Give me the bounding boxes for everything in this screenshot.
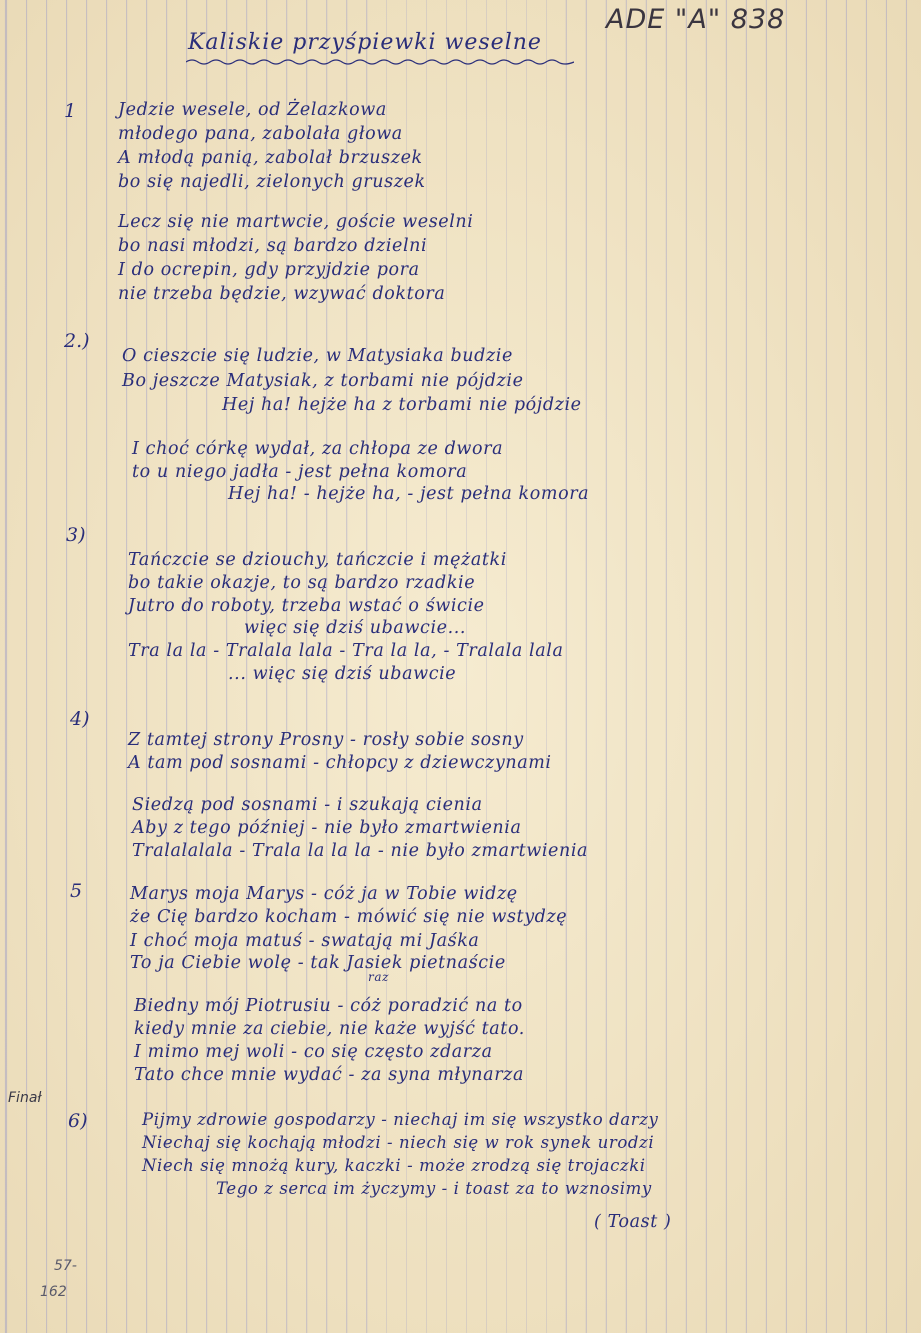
verse-line: Z tamtej strony Prosny - rosły sobie sosny bbox=[128, 730, 524, 750]
title-wavy-underline bbox=[186, 58, 574, 66]
verse-line: Hej ha! hejże ha z torbami nie pójdzie bbox=[222, 395, 582, 415]
verse-line: Siedzą pod sosnami - i szukają cienia bbox=[132, 795, 483, 815]
correction-note: raz bbox=[368, 970, 390, 984]
stanza-number: 4) bbox=[70, 708, 90, 730]
verse-line: Jedzie wesele, od Żelazkowa bbox=[118, 100, 387, 120]
verse-line: I mimo mej woli - co się często zdarza bbox=[134, 1042, 493, 1062]
page-note: 162 bbox=[40, 1284, 67, 1300]
verse-line: bo się najedli, zielonych gruszek bbox=[118, 172, 426, 192]
verse-line: Hej ha! - hejże ha, - jest pełna komora bbox=[228, 484, 590, 504]
verse-line: Niechaj się kochają młodzi - niech się w rok synek urodzi bbox=[142, 1133, 655, 1152]
stanza-number: 5 bbox=[70, 880, 83, 902]
verse-line: nie trzeba będzie, wzywać doktora bbox=[118, 284, 446, 304]
verse-line: O cieszcie się ludzie, w Matysiaka budzie bbox=[122, 346, 513, 366]
verse-line: Tra la la - Tralala lala - Tra la la, - Tralala lala bbox=[128, 641, 564, 661]
stanza-number: 3) bbox=[66, 524, 86, 546]
verse-line: młodego pana, zabolała głowa bbox=[118, 124, 403, 144]
verse-line: To ja Ciebie wolę - tak Jasiek pietnaście bbox=[130, 953, 506, 973]
page-title: Kaliskie przyśpiewki weselne bbox=[188, 30, 542, 55]
closing-toast: ( Toast ) bbox=[594, 1212, 672, 1232]
verse-line: Marys moja Marys - cóż ja w Tobie widzę bbox=[130, 884, 518, 904]
stanza-number: 2.) bbox=[64, 330, 90, 352]
verse-line: Niech się mnożą kury, kaczki - może zrodzą się trojaczki bbox=[142, 1156, 646, 1175]
verse-line: ... więc się dziś ubawcie bbox=[228, 664, 457, 684]
stanza-number: 6) bbox=[68, 1110, 88, 1132]
verse-line: I do ocrepin, gdy przyjdzie pora bbox=[118, 260, 420, 280]
verse-line: A młodą panią, zabolał brzuszek bbox=[118, 148, 423, 168]
verse-line: Aby z tego później - nie było zmartwienia bbox=[132, 818, 522, 838]
verse-line: A tam pod sosnami - chłopcy z dziewczynami bbox=[128, 753, 552, 773]
verse-line: Tego z serca im życzymy - i toast za to wznosimy bbox=[216, 1179, 652, 1198]
verse-line: Tańczcie se dziouchy, tańczcie i mężatki bbox=[128, 550, 507, 570]
verse-line: bo takie okazje, to są bardzo rzadkie bbox=[128, 573, 476, 593]
verse-line: I choć córkę wydał, za chłopa ze dwora bbox=[132, 439, 504, 459]
verse-line: Lecz się nie martwcie, goście weselni bbox=[118, 212, 474, 232]
verse-line: Biedny mój Piotrusiu - cóż poradzić na to bbox=[134, 996, 523, 1016]
archive-reference: ADE "A" 838 bbox=[606, 4, 786, 35]
verse-line: I choć moja matuś - swatają mi Jaśka bbox=[130, 931, 480, 951]
margin-note-final: Finał bbox=[8, 1090, 42, 1106]
stanza-number: 1 bbox=[64, 100, 77, 122]
page-note: 57- bbox=[54, 1258, 77, 1274]
verse-line: kiedy mnie za ciebie, nie każe wyjść tato. bbox=[134, 1019, 525, 1039]
verse-line: Tralalalala - Trala la la la - nie było zmartwienia bbox=[132, 841, 589, 861]
verse-line: że Cię bardzo kocham - mówić się nie wstydzę bbox=[130, 907, 568, 927]
verse-line: to u niego jadła - jest pełna komora bbox=[132, 462, 468, 482]
verse-line: Jutro do roboty, trzeba wstać o świcie bbox=[128, 596, 485, 616]
verse-line: więc się dziś ubawcie... bbox=[244, 618, 467, 638]
verse-line: Bo jeszcze Matysiak, z torbami nie pójdzie bbox=[122, 371, 524, 391]
verse-line: bo nasi młodzi, są bardzo dzielni bbox=[118, 236, 428, 256]
verse-line: Tato chce mnie wydać - za syna młynarza bbox=[134, 1065, 525, 1085]
verse-line: Pijmy zdrowie gospodarzy - niechaj im się wszystko darzy bbox=[142, 1110, 659, 1129]
